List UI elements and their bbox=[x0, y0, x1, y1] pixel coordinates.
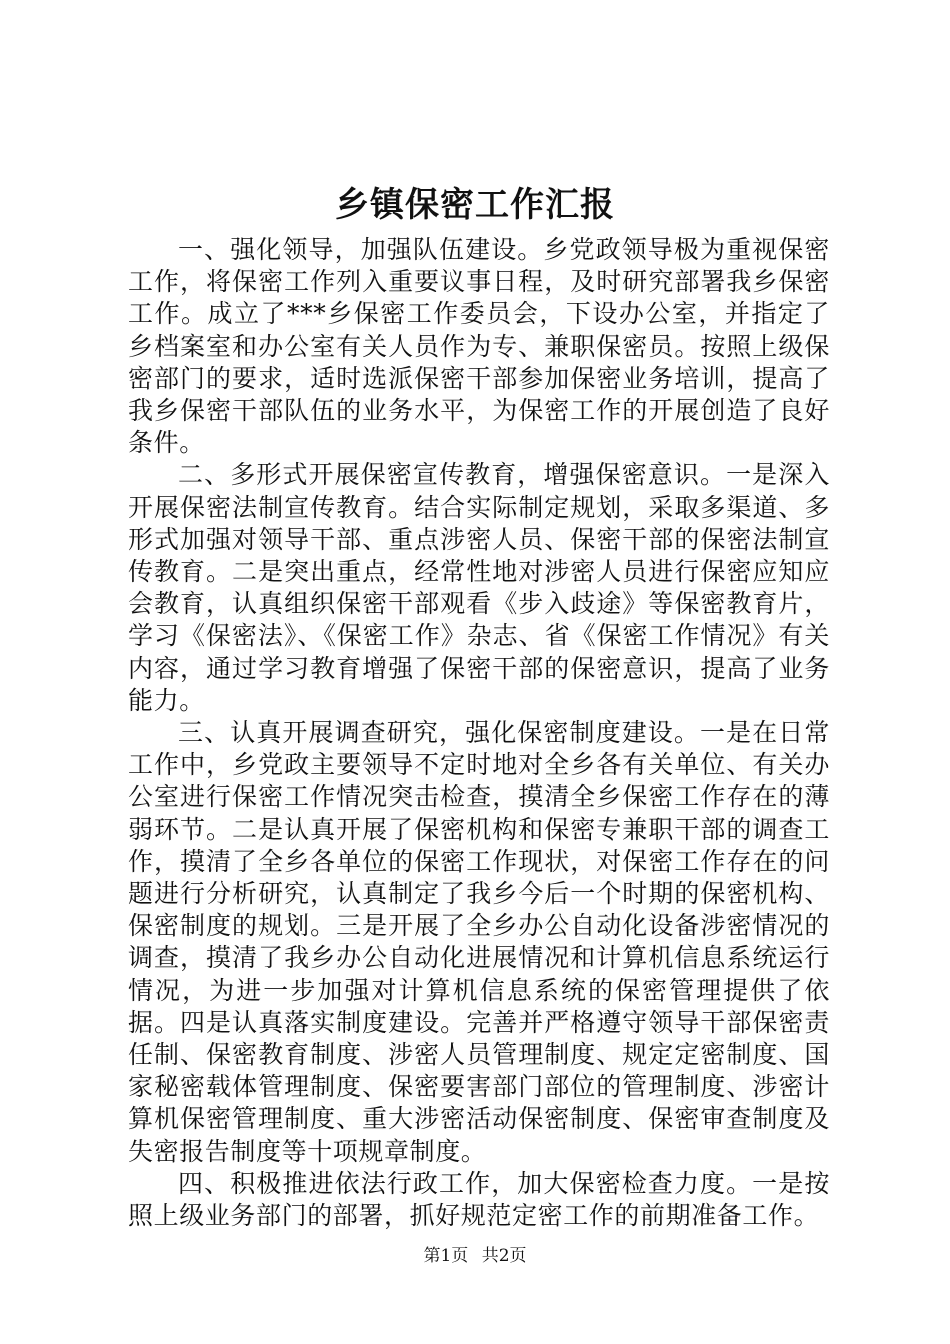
document-body bbox=[128, 234, 830, 1232]
page-number-footer: 第1页 共2页 bbox=[423, 1246, 527, 1266]
document-title: 乡镇保密工作汇报 bbox=[335, 185, 615, 225]
paragraph-1: 一、强化领导，加强队伍建设。乡党政领导极为重视保密工作，将保密工作列入重要议事日程，及时研究部署我乡保密工作。成立了***乡保密工作委员会，下设办公室，并指定了乡档案室和办公室有关人员作为专、兼职保密员。按照上级保密部门的要求，适时选派保密干部参加保密业务培训，提高了我乡保密干部队伍的业务水平，为保密工作的开展创造了良好条件。 bbox=[128, 235, 830, 458]
paragraph-3: 三、认真开展调查研究，强化保密制度建设。一是在日常工作中，乡党政主要领导不定时地对全乡各有关单位、有关办公室进行保密工作情况突击检查，摸清全乡保密工作存在的薄弱环节。二是认真开展了保密机构和保密专兼职干部的调查工作，摸清了全乡各单位的保密工作现状，对保密工作存在的问题进行分析研究，认真制定了我乡今后一个时期的保密机构、保密制度的规划。三是开展了全乡办公自动化设备涉密情况的调查，摸清了我乡办公自动化进展情况和计算机信息系统运行情况，为进一步加强对计算机信息系统的保密管理提供了依据。四是认真落实制度建设。完善并严格遵守领导干部保密责任制、保密教育制度、涉密人员管理制度、规定定密制度、国家秘密载体管理制度、保密要害部门部位的管理制度、涉密计算机保密管理制度、重大涉密活动保密制度、保密审查制度及失密报告制度等十项规章制度。 bbox=[128, 718, 830, 1166]
paragraph-2: 二、多形式开展保密宣传教育，增强保密意识。一是深入开展保密法制宣传教育。结合实际制定规划，采取多渠道、多形式加强对领导干部、重点涉密人员、保密干部的保密法制宣传教育。二是突出重点，经常性地对涉密人员进行保密应知应会教育，认真组织保密干部观看《步入歧途》等保密教育片，学习《保密法》、《保密工作》杂志、省《保密工作情况》有关内容，通过学习教育增强了保密干部的保密意识，提高了业务能力。 bbox=[128, 460, 830, 715]
paragraph-4: 四、积极推进依法行政工作，加大保密检查力度。一是按照上级业务部门的部署，抓好规范定密工作的前期准备工作。 bbox=[128, 1168, 830, 1231]
